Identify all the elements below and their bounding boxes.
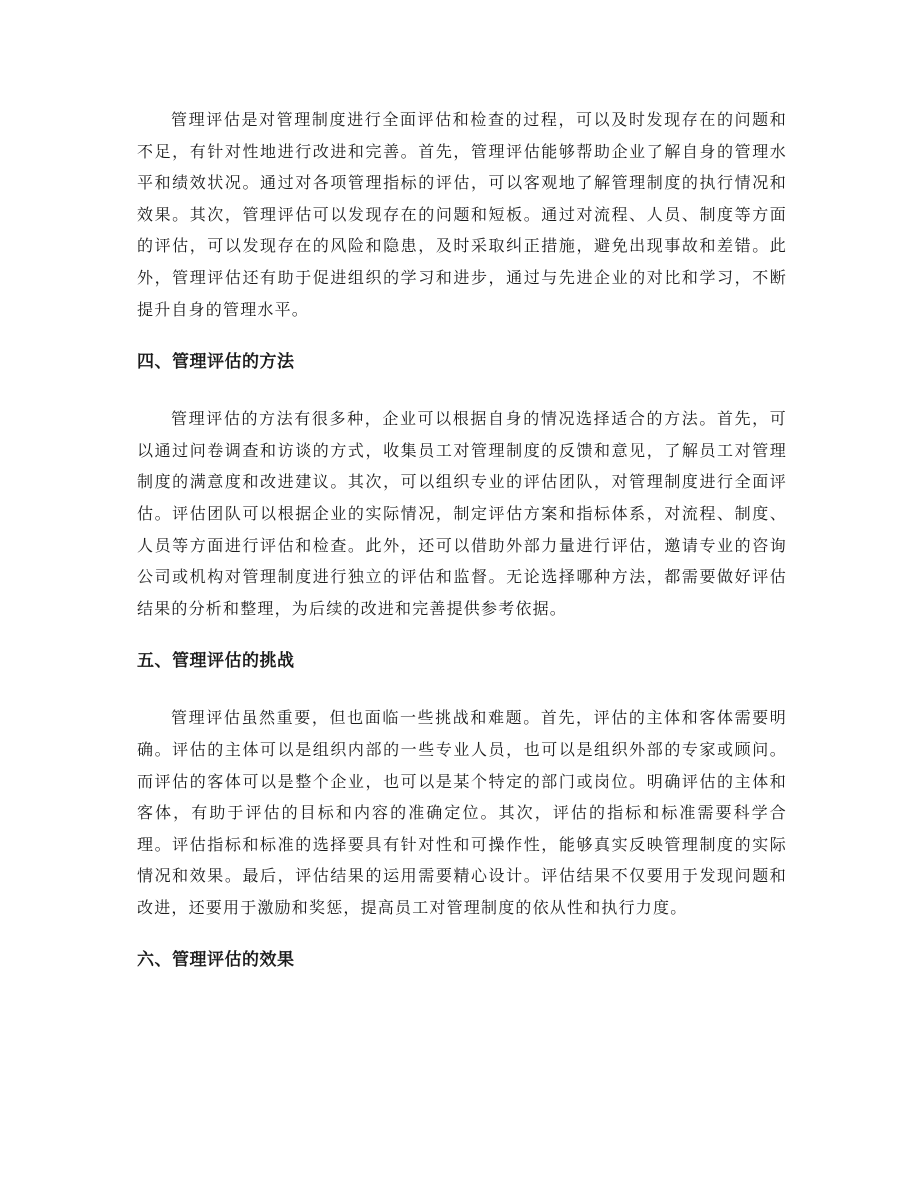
spacer <box>137 676 787 702</box>
paragraph-assessment-challenges: 管理评估虽然重要，但也面临一些挑战和难题。首先，评估的主体和客体需要明确。评估的主体可以是组织内部的一些专业人员，也可以是组织外部的专家或顾问。而评估的客体可以是整个企业，也可以是某个特定的部门或岗位。明确评估的主体和客体，有助于评估的目标和内容的准确定位。其次，评估的指标和标准需要科学合理。评估指标和标准的选择要具有针对性和可操作性，能够真实反映管理制度的实际情况和效果。最后，评估结果的运用需要精心设计。评估结果不仅要用于发现问题和改进，还要用于激励和奖惩，提高员工对管理制度的依从性和执行力度。 <box>137 708 787 917</box>
spacer <box>137 377 787 403</box>
document-body <box>137 104 787 975</box>
spacer <box>137 325 787 347</box>
section-heading-challenges: 五、管理评估的挑战 <box>137 651 295 672</box>
section-heading-methods: 四、管理评估的方法 <box>137 352 295 373</box>
spacer <box>137 923 787 945</box>
section-heading-effects: 六、管理评估的效果 <box>137 950 295 971</box>
spacer <box>137 624 787 646</box>
paragraph-assessment-methods: 管理评估的方法有很多种，企业可以根据自身的情况选择适合的方法。首先，可以通过问卷调查和访谈的方式，收集员工对管理制度的反馈和意见，了解员工对管理制度的满意度和改进建议。其次，可以组织专业的评估团队，对管理制度进行全面评估。评估团队可以根据企业的实际情况，制定评估方案和指标体系，对流程、制度、人员等方面进行评估和检查。此外，还可以借助外部力量进行评估，邀请专业的咨询公司或机构对管理制度进行独立的评估和监督。无论选择哪种方法，都需要做好评估结果的分析和整理，为后续的改进和完善提供参考依据。 <box>137 409 787 618</box>
paragraph-management-assessment-intro: 管理评估是对管理制度进行全面评估和检查的过程，可以及时发现存在的问题和不足，有针对性地进行改进和完善。首先，管理评估能够帮助企业了解自身的管理水平和绩效状况。通过对各项管理指标的评估，可以客观地了解管理制度的执行情况和效果。其次，管理评估可以发现存在的问题和短板。通过对流程、人员、制度等方面的评估，可以发现存在的风险和隐患，及时采取纠正措施，避免出现事故和差错。此外，管理评估还有助于促进组织的学习和进步，通过与先进企业的对比和学习，不断提升自身的管理水平。 <box>137 110 787 319</box>
